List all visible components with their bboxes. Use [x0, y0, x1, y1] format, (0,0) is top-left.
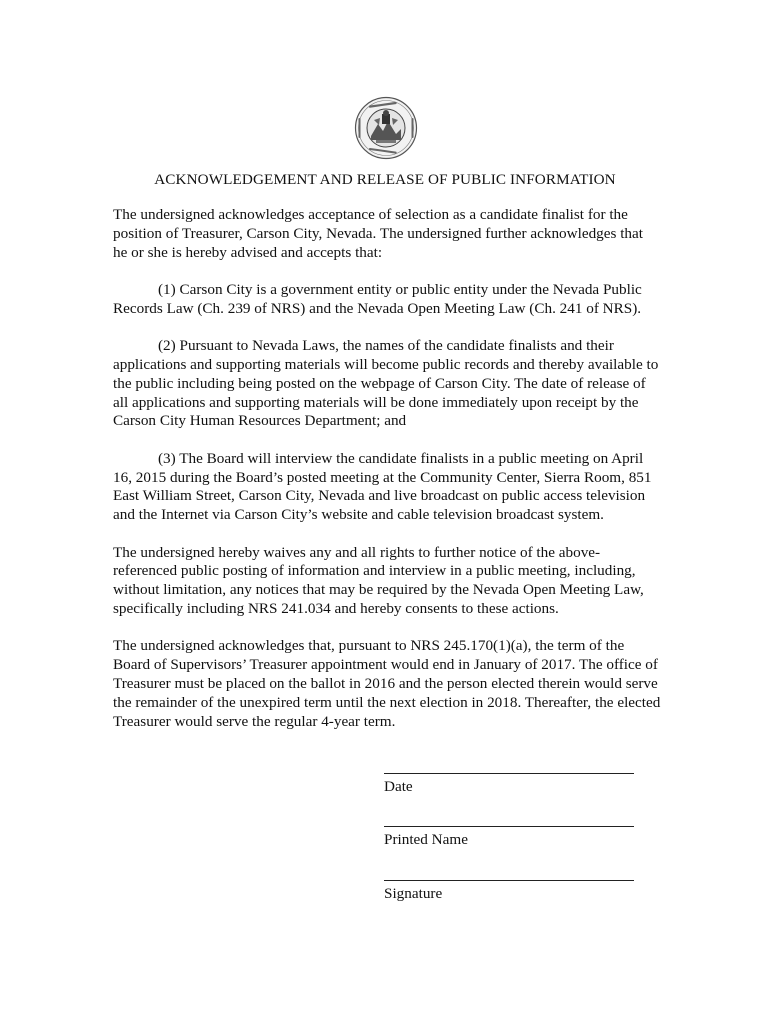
clause-1-paragraph: (1) Carson City is a government entity or public entity under the Nevada Public Records Law (Ch. 239 of NRS) and the Nevada Open Meeting Law (Ch. 241 of NRS).: [113, 280, 642, 317]
waiver-paragraph: The undersigned hereby waives any and all rights to further notice of the above-referenced public posting of information and interview in a public meeting, including, without limitation, any notices that may be required by the Nevada Open Meeting Law, specifically including NRS 241.034 and hereby consents to these actions.: [113, 543, 644, 617]
signature-field: [384, 880, 636, 903]
term-paragraph: The undersigned acknowledges that, pursuant to NRS 245.170(1)(a), the term of the Board of Supervisors’ Treasurer appointment would end in January of 2017. The office of Treasurer must be placed on the ballot in 2016 and the person elected therein would serve the remainder of the unexpired term until the next election in 2018. Thereafter, the elected Treasurer would serve the regular 4-year term.: [113, 637, 661, 730]
document-title: ACKNOWLEDGEMENT AND RELEASE OF PUBLIC INFORMATION: [154, 171, 616, 188]
date-line: [384, 773, 634, 774]
document-body: [113, 206, 661, 750]
date-label: Date: [384, 778, 413, 795]
printed-name-field: [384, 826, 636, 849]
printed-name-line: [384, 826, 634, 827]
signature-label: Signature: [384, 885, 443, 902]
clause-3-paragraph: (3) The Board will interview the candidate finalists in a public meeting on April 16, 2015 during the Board’s posted meeting at the Community Center, Sierra Room, 851 East William Street, Carson City, Nevada and live broadcast on public access television and the Internet via Carson City’s website and cable television broadcast system.: [113, 449, 652, 524]
signature-line: [384, 880, 634, 881]
printed-name-label: Printed Name: [384, 831, 468, 848]
clause-2-paragraph: (2) Pursuant to Nevada Laws, the names of the candidate finalists and their applications and supporting materials will become public records and thereby available to the public including being posted on the webpage of Carson City. The date of release of all applications and supporting materials will be done immediately upon receipt by the Carson City Human Resources Department; and: [113, 337, 659, 430]
carson-city-seal-icon: [354, 96, 418, 160]
date-field: [384, 773, 636, 796]
intro-paragraph: The undersigned acknowledges acceptance of selection as a candidate finalist for the position of Treasurer, Carson City, Nevada. The undersigned further acknowledges that he or she is hereby advised and accepts that:: [113, 206, 643, 261]
